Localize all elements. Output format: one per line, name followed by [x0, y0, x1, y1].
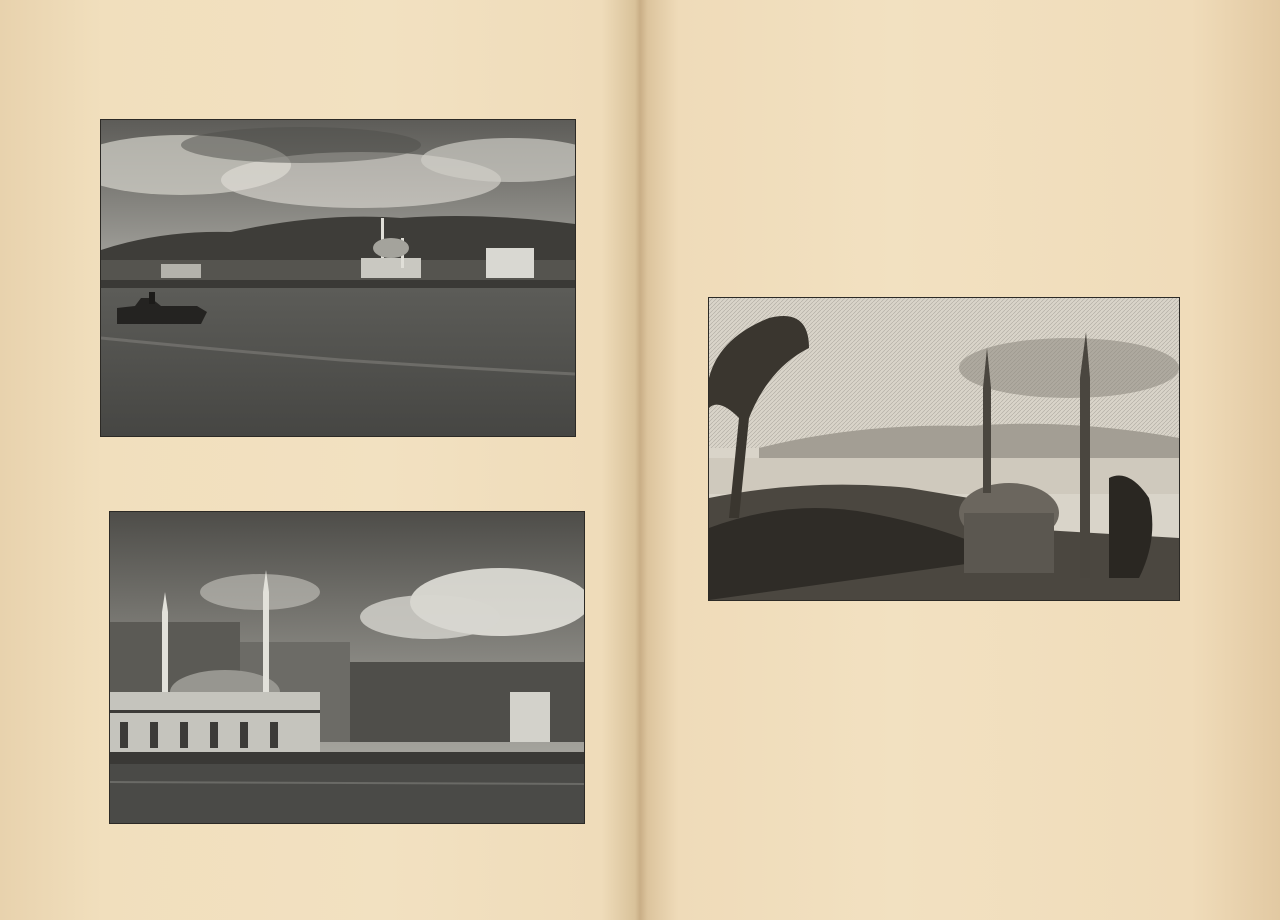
photo-mihrimah-mosque [110, 512, 584, 823]
engraving-mihrimah-1835 [709, 298, 1179, 600]
right-page [640, 0, 1280, 920]
photo-mosque-distant-view [101, 120, 575, 436]
